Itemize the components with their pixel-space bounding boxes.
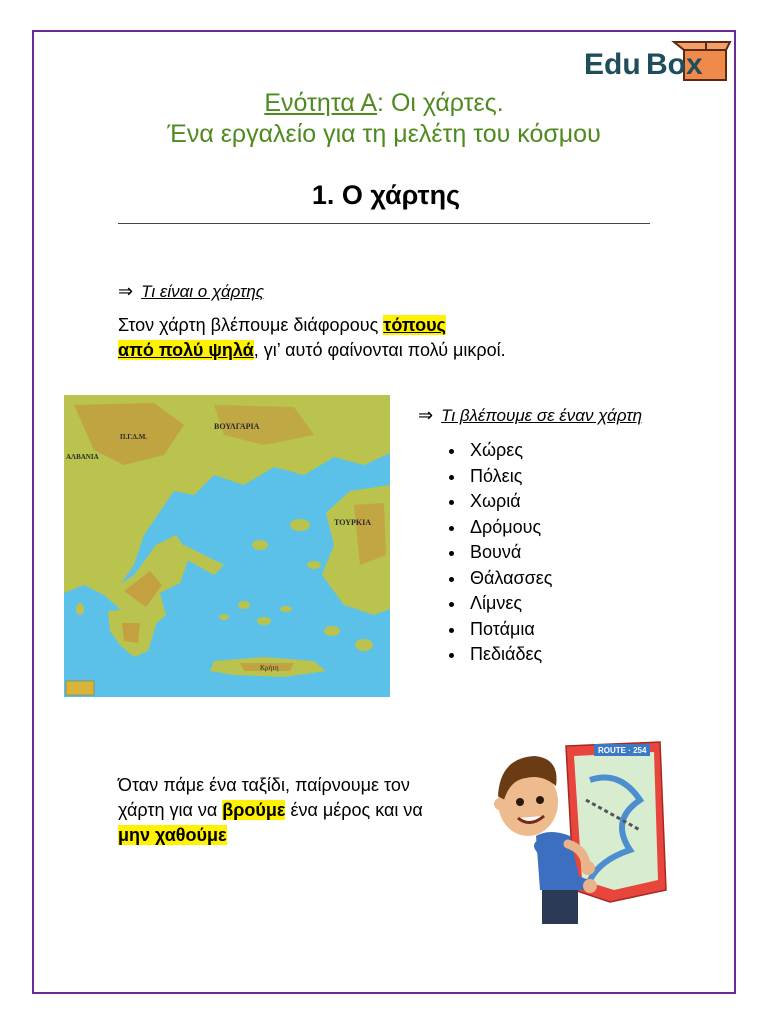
travel-paragraph: [118, 773, 423, 848]
map-label-crete: Κρήτη: [260, 664, 279, 672]
boy-holding-map-illustration: [490, 740, 670, 930]
right-double-arrow-icon: ⇒: [118, 281, 134, 301]
travel-text-2: χάρτη για να: [118, 800, 223, 820]
heading-rule: [118, 223, 650, 224]
list-item: • Βουνά: [466, 540, 552, 566]
svg-text:Box: Box: [646, 48, 703, 81]
list-item: • Ποτάμια: [466, 617, 552, 643]
lesson-heading: 1. Ο χάρτης: [311, 180, 461, 210]
question-label: Τι βλέπουμε σε έναν χάρτη: [441, 406, 643, 425]
question-what-we-see: [418, 405, 642, 426]
map-label-turkey: ΤΟΥΡΚΙΑ: [334, 518, 371, 527]
list-item: • Λίμνες: [466, 591, 552, 617]
unit-title-rest: : Οι χάρτες.: [377, 89, 504, 117]
greece-map-image: [64, 395, 390, 697]
list-item: • Δρόμους: [466, 515, 552, 541]
map-features-list: [438, 438, 552, 668]
svg-text:Edu: Edu: [584, 48, 641, 81]
map-label-albania: ΑΛΒΑΝΙΑ: [66, 453, 99, 461]
right-double-arrow-icon: ⇒: [418, 405, 434, 425]
list-item: • Θάλασσες: [466, 566, 552, 592]
unit-subtitle: Ένα εργαλείο για τη μελέτη του κόσμου: [167, 120, 601, 148]
map-legend: [66, 681, 94, 695]
list-item: • Χώρες: [466, 438, 552, 464]
map-label-fyrom: Π.Γ.Δ.Μ.: [120, 433, 148, 441]
highlight-not-get-lost: μην χαθούμε: [118, 825, 227, 845]
list-item: • Πεδιάδες: [466, 642, 552, 668]
route-label: ROUTE · 254: [598, 746, 647, 755]
edubox-logo: [582, 38, 732, 84]
travel-text-1: Όταν πάμε ένα ταξίδι, παίρνουμε τον: [118, 775, 410, 795]
definition-paragraph: [118, 313, 506, 363]
highlight-find: βρούμε: [222, 800, 286, 820]
unit-label: Ενότητα Α: [264, 89, 378, 117]
map-label-bulgaria: ΒΟΥΛΓΑΡΙΑ: [214, 422, 260, 431]
highlight-from-high: από πολύ ψηλά: [118, 340, 254, 360]
question-what-is-map: [118, 281, 264, 302]
travel-text-3: ένα μέρος και να: [285, 800, 423, 820]
definition-text-end: , γι’ αυτό φαίνονται πολύ μικροί.: [253, 340, 506, 360]
unit-title: [40, 88, 728, 118]
highlight-places: τόπους: [383, 315, 446, 335]
question-label: Τι είναι ο χάρτης: [141, 282, 265, 301]
list-item: • Χωριά: [466, 489, 552, 515]
definition-text: Στον χάρτη βλέπουμε διάφορους: [118, 315, 384, 335]
list-item: • Πόλεις: [466, 464, 552, 490]
